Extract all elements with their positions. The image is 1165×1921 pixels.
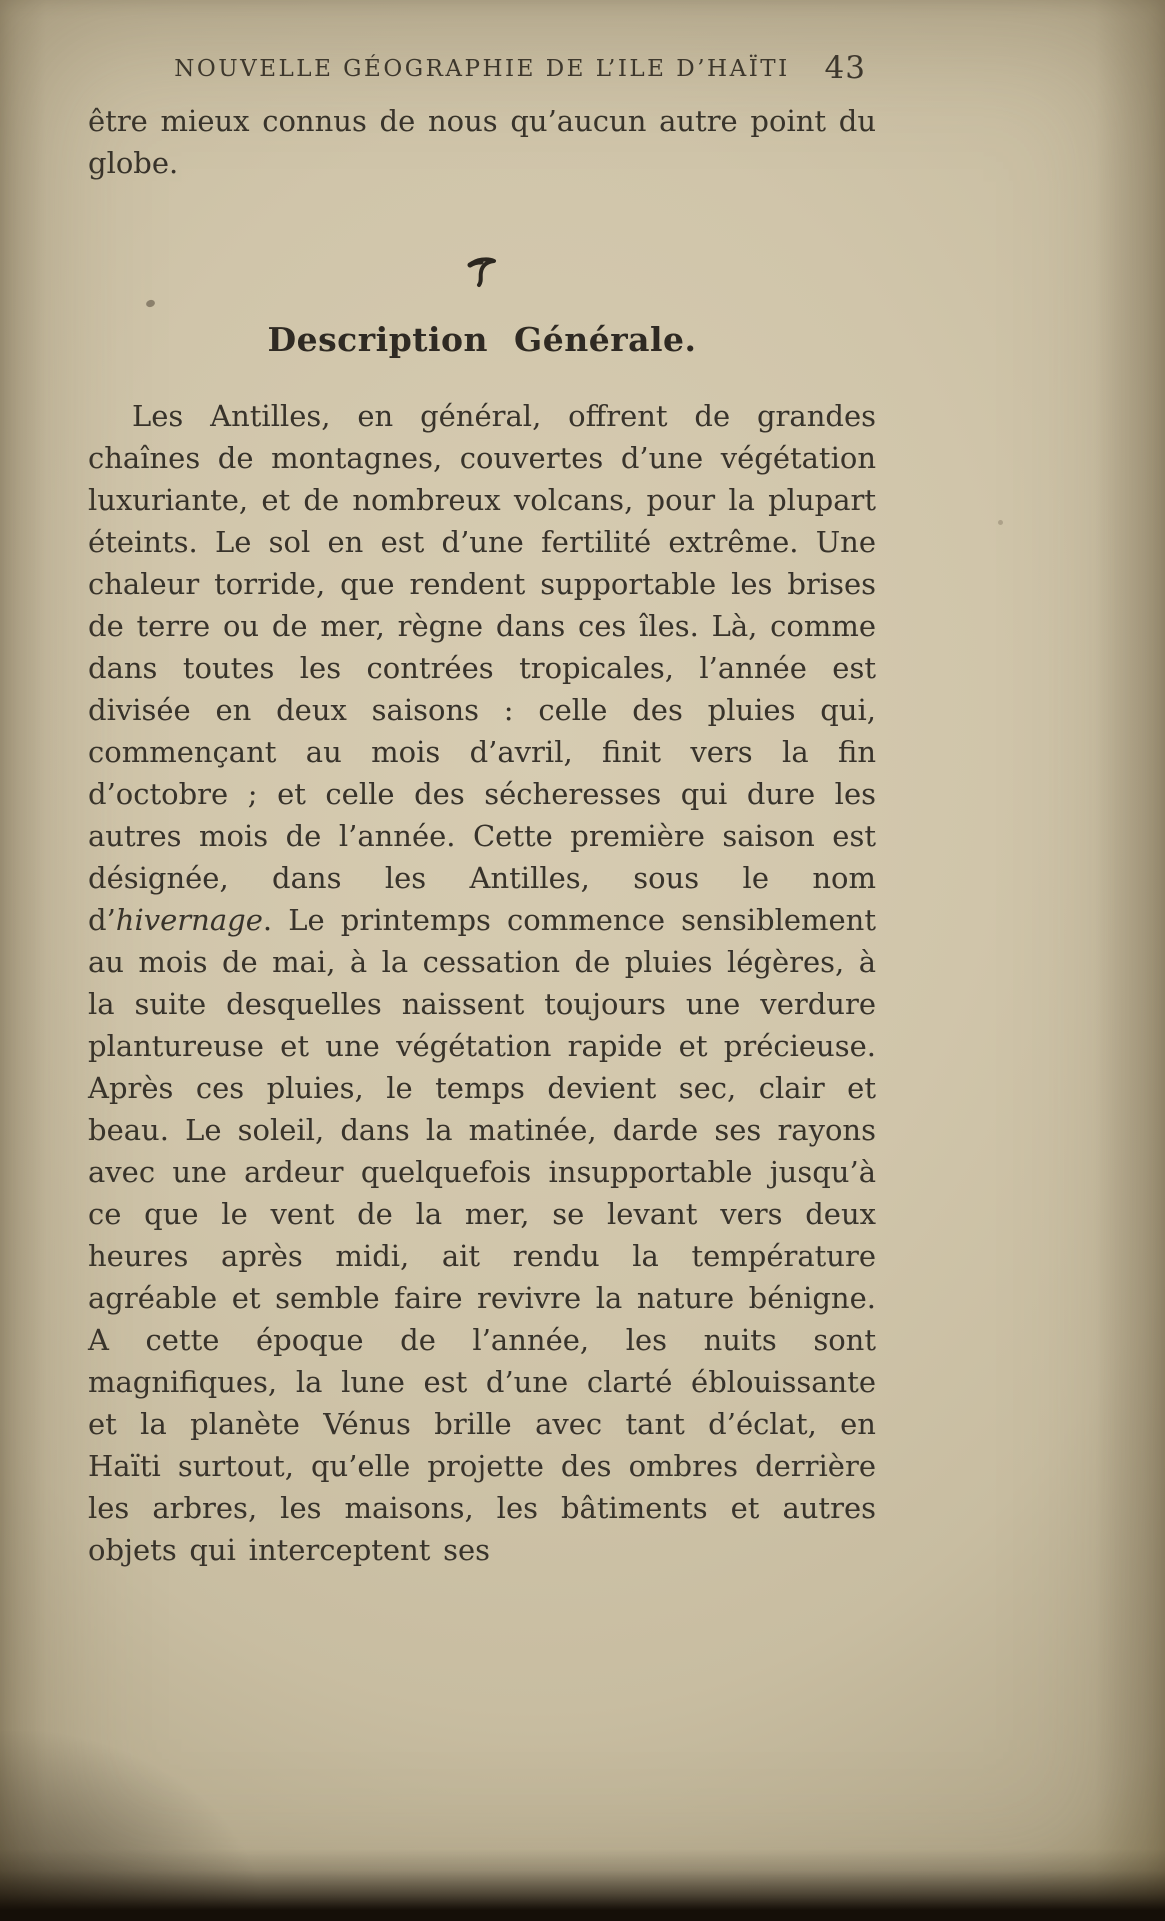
running-head (88, 50, 876, 86)
fleuron-icon (88, 256, 876, 292)
italic-term-hivernage: hivernage (115, 903, 263, 937)
body-text-before-term: Les Antilles, en général, offrent de grandes chaînes de montagnes, couvertes d’une végétation luxuriante, et de nombreux volcans, pour la plupart éteints. Le sol en est d’une fertilité extrême. Une chaleur torride, que rendent supportable les brises de terre ou de mer, règne dans ces îles. Là, comme dans toutes les contrées tropicales, l’année est divisée en deux saisons : celle des pluies qui, commençant au mois d’avril, finit vers la fin d’octobre ; et celle des sécheresses qui dure les autres mois de l’année. Cette première saison est désignée, dans les Antilles, sous le nom d’ (88, 399, 876, 937)
continuation-paragraph: être mieux connus de nous qu’aucun autre point du globe. (88, 104, 876, 180)
scan-right-edge-shadow (1095, 0, 1165, 1921)
body-text-after-term: . Le printemps commence sensiblement au mois de mai, à la cessation de pluies légères, à la suite desquelles naissent toujours une verdure plantureuse et une végétation rapide et précieuse. Après ces pluies, le temps devient sec, clair et beau. Le soleil, dans la matinée, darde ses rayons avec une ardeur quelquefois insupportable jusqu’à ce que le vent de la mer, se levant vers deux heures après midi, ait rendu la température agréable et semble faire revivre la nature bénigne. A cette époque de l’année, les nuits sont magnifiques, la lune est d’une clarté éblouissante et la planète Vénus brille avec tant d’éclat, en Haïti surtout, qu’elle projette des ombres derrière les arbres, les maisons, les bâtiments et autres objets qui interceptent ses (88, 903, 876, 1567)
page-content (88, 50, 876, 1571)
scan-left-edge-shadow (0, 0, 46, 1921)
scan-bottom-edge (0, 1849, 1165, 1921)
page-number: 43 (824, 50, 866, 86)
running-title: NOUVELLE GÉOGRAPHIE DE L’ILE D’HAÏTI (174, 56, 790, 82)
section-heading: Description Générale. (267, 320, 697, 359)
body-paragraph (88, 395, 876, 1571)
scan-speck (998, 520, 1003, 525)
